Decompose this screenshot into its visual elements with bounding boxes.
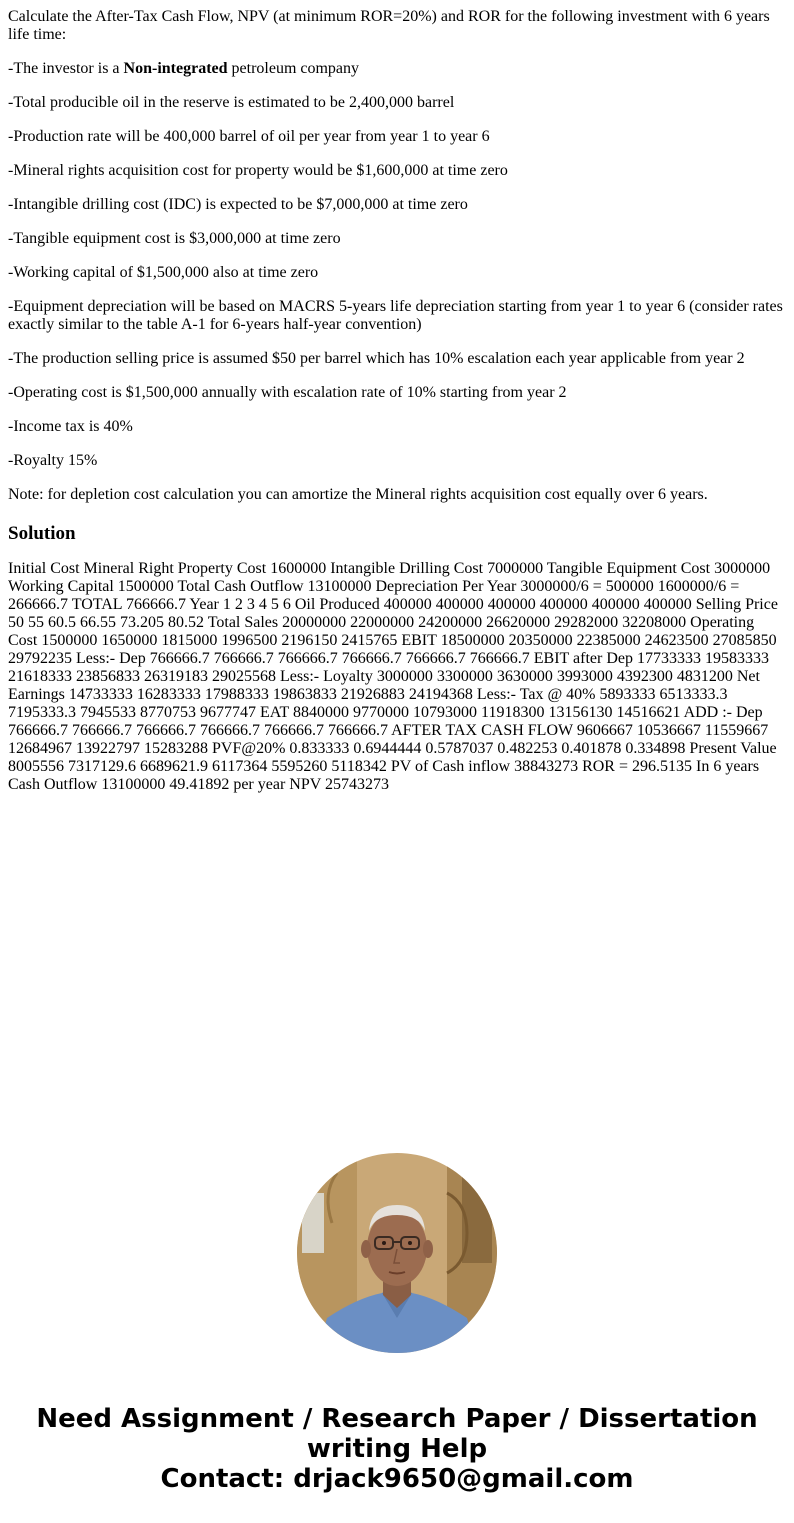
question-note: Note: for depletion cost calculation you can amortize the Mineral rights acquisition cost equally over 6 years.	[8, 486, 708, 503]
question-item-royalty: -Royalty 15%	[8, 452, 98, 469]
investor-line	[8, 60, 786, 78]
promo-line-2: writing Help	[306, 1434, 488, 1464]
author-avatar	[297, 1153, 497, 1353]
question-item-production: -Production rate will be 400,000 barrel of oil per year from year 1 to year 6	[8, 128, 490, 145]
question-item-selling-price: -The production selling price is assumed $50 per barrel which has 10% escalation each year applicable from year 2	[8, 350, 745, 367]
solution-heading: Solution	[8, 523, 76, 544]
question-item-working-capital: -Working capital of $1,500,000 also at time zero	[8, 264, 319, 281]
question-item-reserve: -Total producible oil in the reserve is estimated to be 2,400,000 barrel	[8, 94, 455, 111]
question-intro: Calculate the After-Tax Cash Flow, NPV (at minimum ROR=20%) and ROR for the following investment with 6 years life time:	[8, 8, 770, 43]
investor-prefix: -The investor is a	[8, 60, 124, 77]
solution-text: Initial Cost Mineral Right Property Cost 1600000 Intangible Drilling Cost 7000000 Tangible Equipment Cost 3000000 Working Capital 1500000 Total Cash Outflow 13100000 Depreciation Per Year 3000000/6 = 500000 1600000/6 = 266666.7 TOTAL 766666.7 Year 1 2 3 4 5 6 Oil Produced 400000 400000 400000 400000 400000 400000 Selling Price 50 55 60.5 66.55 73.205 80.52 Total Sales 20000000 22000000 24200000 26620000 29282000 32208000 Operating Cost 1500000 1650000 1815000 1996500 2196150 2415765 EBIT 18500000 20350000 22385000 24623500 27085850 29792235 Less:- Dep 766666.7 766666.7 766666.7 766666.7 766666.7 766666.7 EBIT after Dep 17733333 19583333 21618333 23856833 26319183 29025568 Less:- Loyalty 3000000 3300000 3630000 3993000 4392300 4831200 Net Earnings 14733333 16283333 17988333 19863833 21926883 24194368 Less:- Tax @ 40% 5893333 6513333.3 7195333.3 7945533 8770753 9677747 EAT 8840000 9770000 10793000 11918300 13156130 14516621 ADD :- Dep 766666.7 766666.7 766666.7 766666.7 766666.7 766666.7 AFTER TAX CASH FLOW 9606667 10536667 11559667 12684967 13922797 15283288 PVF@20% 0.833333 0.6944444 0.5787037 0.482253 0.401878 0.334898 Present Value 8005556 7317129.6 6689621.9 6117364 5595260 5118342 PV of Cash inflow 38843273 ROR = 296.5135 In 6 years Cash Outflow 13100000 49.41892 per year NPV 25743273	[8, 560, 778, 793]
question-item-tangible: -Tangible equipment cost is $3,000,000 at time zero	[8, 230, 341, 247]
investor-bold: Non-integrated	[123, 60, 228, 77]
question-item-idc: -Intangible drilling cost (IDC) is expected to be $7,000,000 at time zero	[8, 196, 468, 213]
question-item-operating-cost: -Operating cost is $1,500,000 annually with escalation rate of 10% starting from year 2	[8, 384, 567, 401]
investor-suffix: petroleum company	[227, 60, 360, 77]
promo-banner	[0, 1404, 794, 1494]
promo-line-1: Need Assignment / Research Paper / Dissertation	[36, 1404, 758, 1434]
question-item-income-tax: -Income tax is 40%	[8, 418, 133, 435]
author-portrait-icon	[297, 1153, 497, 1353]
promo-contact: Contact: drjack9650@gmail.com	[160, 1464, 634, 1494]
question-item-depreciation: -Equipment depreciation will be based on MACRS 5-years life depreciation starting from year 1 to year 6 (consider rates exactly similar to the table A-1 for 6-years half-year convention)	[8, 298, 783, 333]
question-item-mineral-rights: -Mineral rights acquisition cost for property would be $1,600,000 at time zero	[8, 162, 508, 179]
